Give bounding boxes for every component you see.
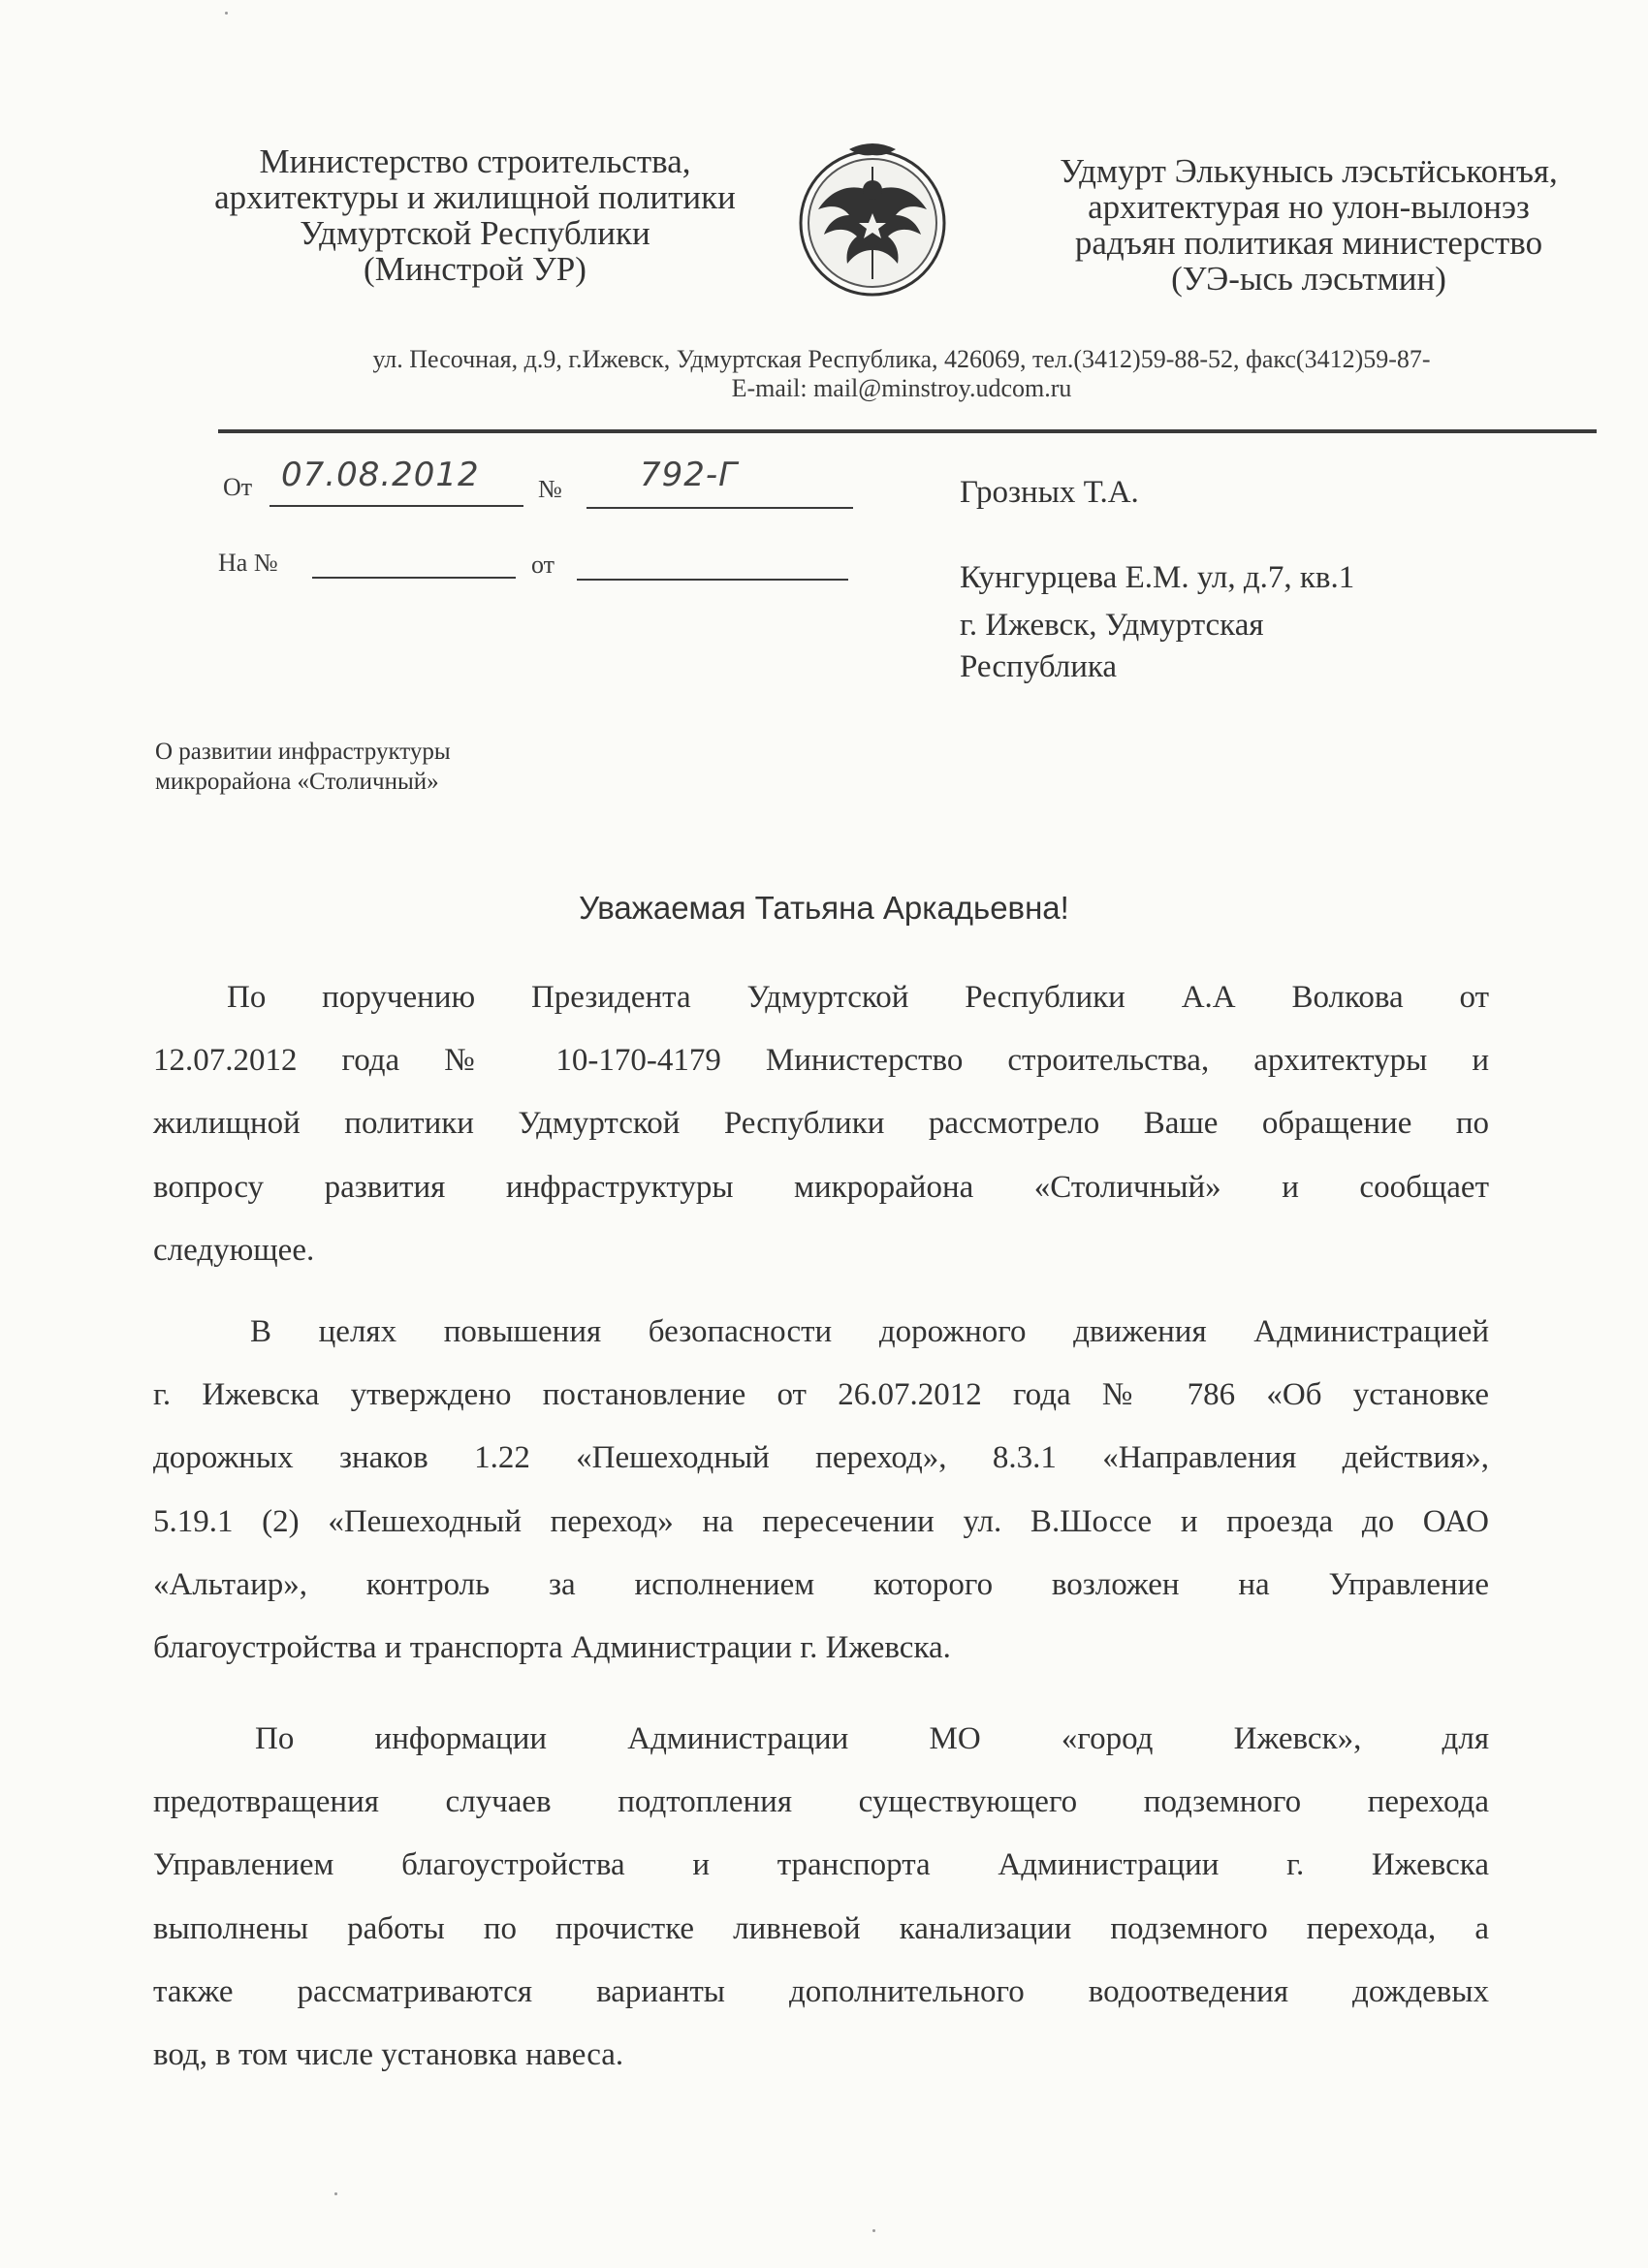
email-line: E-mail: mail@minstroy.udcom.ru bbox=[731, 374, 1072, 402]
paragraph-line: следующее. bbox=[153, 1232, 315, 1268]
recipient-address-line: г. Ижевск, Удмуртская bbox=[960, 608, 1264, 643]
ministry-name-line: Удмурт Элькунысь лэсьтӥськонъя, bbox=[1060, 152, 1558, 190]
ministry-name-line: радъян политикая министерство bbox=[1074, 224, 1543, 262]
paragraph-line: благоустройства и транспорта Администрации г. Ижевска. bbox=[153, 1629, 951, 1665]
recipient-address-line: Кунгурцева Е.М. ул, д.7, кв.1 bbox=[960, 560, 1355, 595]
ministry-name-line: (УЭ-ысь лэсьтмин) bbox=[1171, 260, 1446, 298]
paragraph-line: выполнены работы по прочистке ливневой канализации подземного перехода, а bbox=[153, 1910, 1489, 1946]
recipient-name: Грозных Т.А. bbox=[960, 475, 1139, 510]
paragraph-line: предотвращения случаев подтопления существующего подземного перехода bbox=[153, 1784, 1489, 1820]
greeting: Уважаемая Татьяна Аркадьевна! bbox=[579, 890, 1069, 926]
outgoing-number-value: 792-Г bbox=[640, 456, 739, 494]
incoming-date-underline bbox=[577, 579, 848, 581]
incoming-number-label: На № bbox=[218, 549, 278, 577]
ministry-name-line: Удмуртской Республики bbox=[300, 214, 650, 252]
ministry-name-line: (Минстрой УР) bbox=[364, 250, 586, 288]
incoming-date-label: от bbox=[531, 551, 555, 579]
body-paragraph bbox=[153, 1708, 1489, 2087]
incoming-number-underline bbox=[312, 577, 516, 579]
number-underline bbox=[586, 507, 853, 509]
address-line: ул. Песочная, д.9, г.Ижевск, Удмуртская Республика, 426069, тел.(3412)59-88-52, факс(3412)59-87- bbox=[372, 345, 1431, 373]
paragraph-line: 12.07.2012 года № 10-170-4179 Министерство строительства, архитектуры и bbox=[153, 1043, 1489, 1079]
paragraph-line: По информации Администрации МО «город Ижевск», для bbox=[255, 1721, 1489, 1756]
paragraph-line: жилищной политики Удмуртской Республики рассмотрело Ваше обращение по bbox=[153, 1106, 1489, 1142]
paragraph-line: г. Ижевска утверждено постановление от 26.07.2012 года № 786 «Об установке bbox=[153, 1377, 1489, 1413]
subject-line: микрорайона «Столичный» bbox=[155, 769, 439, 795]
scan-speck bbox=[334, 2192, 337, 2195]
recipient-address-line: Республика bbox=[960, 649, 1118, 684]
header-divider bbox=[218, 429, 1597, 433]
paragraph-line: По поручению Президента Удмуртской Республики А.А Волкова от bbox=[227, 980, 1489, 1015]
ministry-name-russian bbox=[145, 143, 805, 287]
paragraph-line: вод, в том числе установка навеса. bbox=[153, 2036, 624, 2072]
ministry-name-line: архитектуры и жилищной политики bbox=[214, 178, 736, 216]
paragraph-line: также рассматриваются варианты дополнительного водоотведения дождевых bbox=[153, 1973, 1489, 2009]
ministry-address bbox=[194, 345, 1609, 403]
letter-subject bbox=[155, 737, 451, 797]
body-paragraph bbox=[153, 1301, 1489, 1680]
from-label: От bbox=[223, 473, 253, 501]
date-underline bbox=[269, 505, 523, 507]
ministry-name-udmurt bbox=[989, 153, 1629, 297]
ministry-name-line: архитектурая но улон-вылонэз bbox=[1088, 188, 1530, 226]
paragraph-line: Управлением благоустройства и транспорта Администрации г. Ижевска bbox=[153, 1847, 1489, 1883]
scan-speck bbox=[872, 2229, 875, 2232]
paragraph-line: 5.19.1 (2) «Пешеходный переход» на пересечении ул. В.Шоссе и проезда до ОАО bbox=[153, 1503, 1489, 1539]
ministry-name-line: Министерство строительства, bbox=[259, 142, 691, 180]
paragraph-line: дорожных знаков 1.22 «Пешеходный переход», 8.3.1 «Направления действия», bbox=[153, 1440, 1489, 1476]
paragraph-line: «Альтаир», контроль за исполнением которого возложен на Управление bbox=[153, 1566, 1489, 1602]
number-label: № bbox=[538, 475, 562, 503]
outgoing-date-value: 07.08.2012 bbox=[281, 456, 480, 494]
paragraph-line: вопросу развития инфраструктуры микрорайона «Столичный» и сообщает bbox=[153, 1169, 1489, 1205]
body-paragraph bbox=[153, 966, 1489, 1282]
coat-of-arms-icon bbox=[795, 134, 950, 299]
scan-speck bbox=[225, 12, 228, 15]
subject-line: О развитии инфраструктуры bbox=[155, 739, 451, 765]
paragraph-line: В целях повышения безопасности дорожного движения Администрацией bbox=[250, 1314, 1489, 1349]
